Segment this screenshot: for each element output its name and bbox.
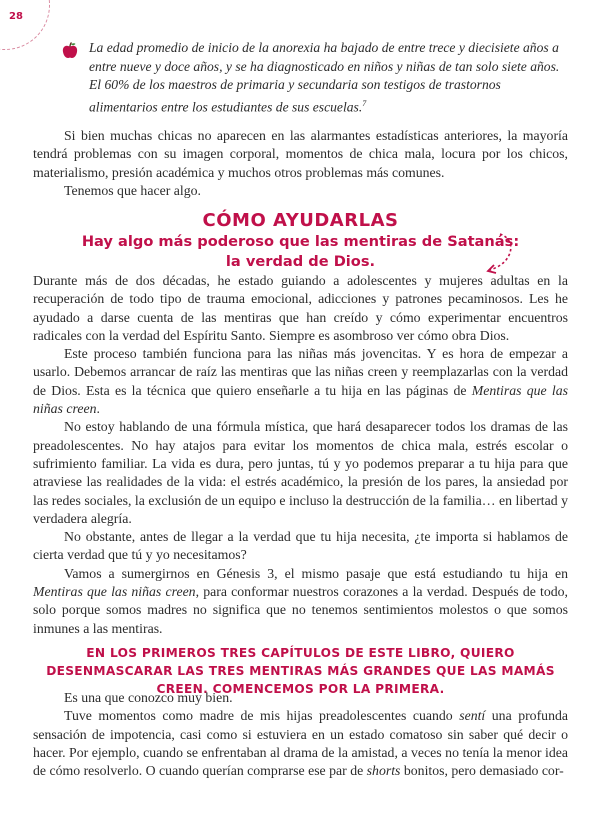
highlight-callout: EN LOS PRIMEROS TRES CAPÍTULOS DE ESTE LIBRO, QUIERO DESENMASCARAR LAS TRES MENTIRAS MÁS GRANDES QUE LAS MAMÁS CREEN. COMENCEMOS POR LA PRIMERA. — [46, 646, 555, 696]
paragraph: Es una que conozco muy bien. — [64, 690, 233, 705]
paragraph: Durante más de dos décadas, he estado guiando a adolescentes y mujeres adultas en la recuperación de todo tipo de trauma emocional, adicciones y patrones pecaminosos. Les he ayudado a darse cuenta de las mentiras que han creído y cómo experimentar encuentros radicales con la verdad del Espíritu Santo. Siempre es asombroso ver cómo obra Dios. — [33, 273, 568, 343]
first-lie-section — [33, 689, 568, 780]
paragraph: No estoy hablando de una fórmula mística, que hará desaparecer todos los dramas de las preadolescentes. No hay atajos para evitar los momentos de chica mala, estrés escolar o sufrimiento familiar. La vida es dura, pero juntas, tú y yo podemos preparar a tu hija para que atraviese las realidades de la vida: el estrés académico, la presión de los pares, la ansiedad por las redes sociales, la exclusión de un equipo e incluso la destrucción de la familia… en libertad y verdadera alegría. — [33, 419, 568, 526]
paragraph: Este proceso también funciona para las niñas más jovencitas. Y es hora de empezar a usarlo. Debemos arrancar de raíz las mentiras que las niñas creen y reemplazarlas con la verdad de Dios. Esta es la técnica que quiero enseñarle a tu hija en las páginas de Mentiras que las niñas creen. — [33, 346, 568, 417]
stat-callout — [66, 39, 568, 117]
paragraph: Tenemos que hacer algo. — [64, 182, 201, 198]
apple-icon — [60, 41, 80, 61]
paragraph: Vamos a sumergirnos en Génesis 3, el mismo pasaje que está estudiando tu hija en Mentiras que las niñas creen, para conformar nuestros corazones a la verdad. Después de todo, solo porque somos madres no significa que no tenemos sentimientos molestos o que somos inmunes a las mentiras. — [33, 565, 568, 636]
intro-section — [33, 127, 568, 200]
footnote-marker: 7 — [362, 98, 367, 108]
heading-subtitle-line1: Hay algo más poderoso que las mentiras de Satanás: — [81, 233, 520, 250]
book-title: Mentiras que las niñas creen — [33, 584, 196, 600]
heading-title: CÓMO AYUDARLAS — [202, 210, 399, 231]
book-title: Mentiras que las niñas creen — [33, 382, 568, 417]
corner-decoration — [0, 0, 50, 50]
paragraph: Tuve momentos como madre de mis hijas preadolescentes cuando sentí una profunda sensación de impotencia, casi como si estuviera en un estado comatoso sin saber qué decir o hacer. Por ejemplo, cuando se enfrentaban al drama de la amistad, a veces no tenía la menor idea de cómo resolverlo. O cuando querían comprarse ese par de shorts bonitos, pero demasiado cor- — [33, 708, 568, 779]
page-number: 28 — [9, 11, 23, 22]
paragraph: Si bien muchas chicas no aparecen en las alarmantes estadísticas anteriores, la mayoría tendrá problemas con su imagen corporal, momentos de chica mala, locura por los chicos, materialismo, presión académica y muchos otros problemas más comunes. — [33, 128, 568, 180]
paragraph: No obstante, antes de llegar a la verdad que tu hija necesita, ¿te importa si hablamos de cierta verdad que tú y yo necesitamos? — [33, 529, 568, 563]
helping-section — [33, 272, 568, 638]
heading-subtitle-line2: la verdad de Dios. — [225, 253, 376, 270]
stat-text: La edad promedio de inicio de la anorexia ha bajado de entre trece y diecisiete años a entre nueve y doce años, y se ha diagnosticado en niños y niñas de tan solo siete años. El 60% de los maestros de primaria y secundaria son testigos de trastornos alimentarios entre los estudiantes de sus escuelas.$^7$ — [89, 40, 560, 115]
dotted-arrow-icon — [478, 232, 518, 276]
